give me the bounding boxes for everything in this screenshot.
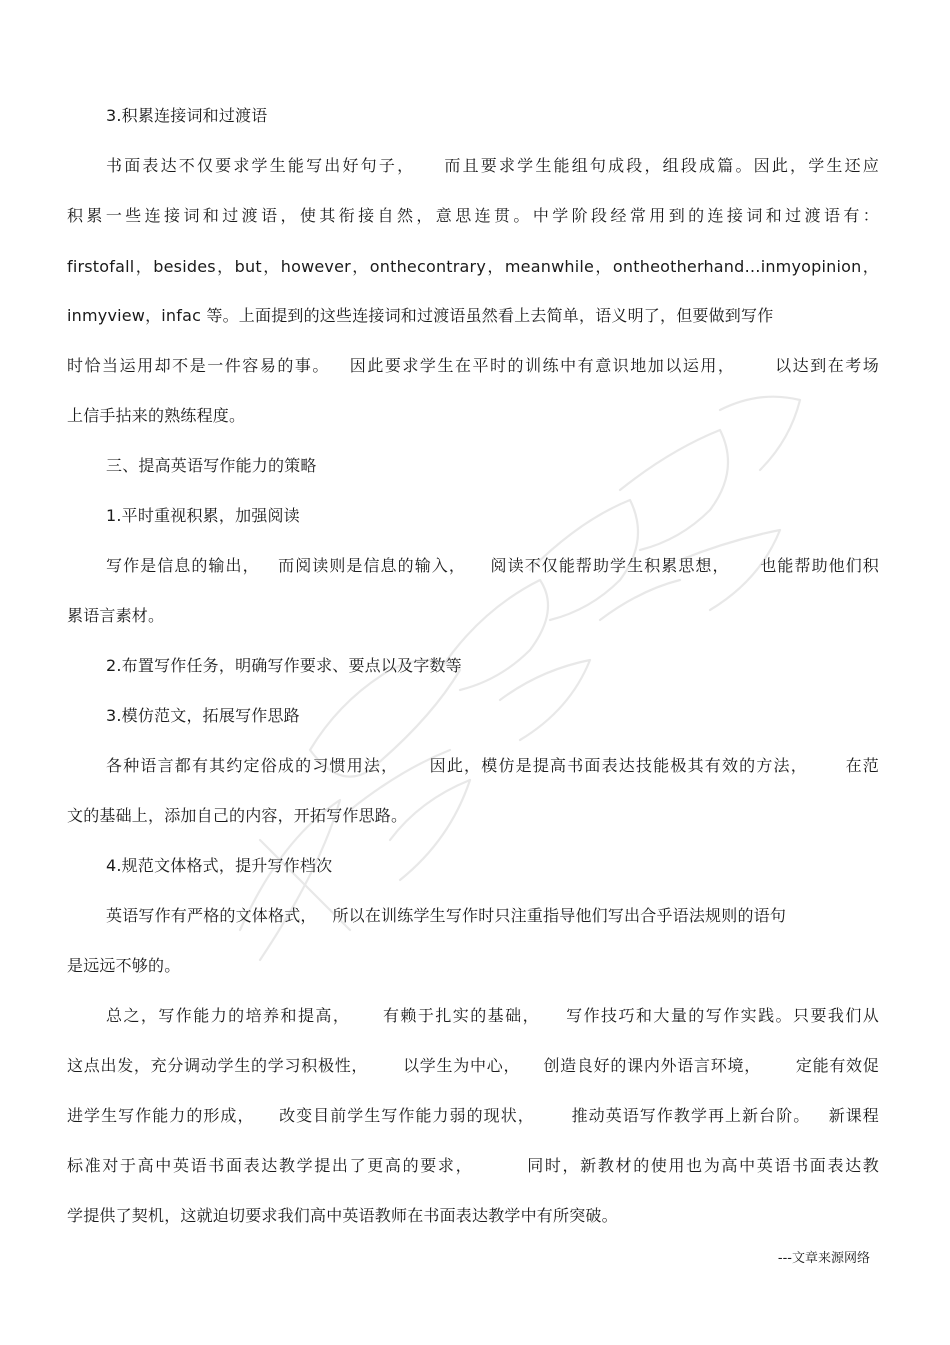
conclusion-line: 学提供了契机，这就迫切要求我们高中英语教师在书面表达教学中有所突破。 [67, 1206, 618, 1225]
paragraph-line: inmyview，infac 等。上面提到的这些连接词和过渡语虽然看上去简单，语义明了，但要做到写作 [67, 306, 774, 325]
paragraph-line: 是远远不够的。 [67, 956, 181, 975]
paragraph-line: 累语言素材。 [67, 606, 165, 625]
subheading-1: 1.平时重视积累，加强阅读 [106, 506, 300, 525]
section-heading-strategies: 三、提高英语写作能力的策略 [106, 456, 317, 475]
conclusion-line: 总之，写作能力的培养和提高， 有赖于扎实的基础， 写作技巧和大量的写作实践。只要我们从 [106, 1006, 879, 1025]
paragraph-line: 积累一些连接词和过渡语，使其衔接自然，意思连贯。中学阶段经常用到的连接词和过渡语有： [67, 206, 879, 225]
source-note: ---文章来源网络 [777, 1251, 870, 1266]
paragraph-line: firstofall，besides，but，however，onthecontrary，meanwhile，ontheotherhand…inmyopinion， [67, 257, 879, 276]
subheading-4: 4.规范文体格式，提升写作档次 [106, 856, 333, 875]
paragraph-line: 书面表达不仅要求学生能写出好句子， 而且要求学生能组句成段，组段成篇。因此，学生还应 [106, 156, 879, 175]
heading-3-connectives: 3.积累连接词和过渡语 [106, 106, 268, 125]
conclusion-line: 标准对于高中英语书面表达教学提出了更高的要求， 同时，新教材的使用也为高中英语书面表达教 [67, 1156, 879, 1175]
conclusion-line: 这点出发，充分调动学生的学习积极性， 以学生为中心， 创造良好的课内外语言环境， 定能有效促 [67, 1056, 879, 1075]
paragraph-line: 时恰当运用却不是一件容易的事。 因此要求学生在平时的训练中有意识地加以运用， 以达到在考场 [67, 356, 879, 375]
paragraph-line: 写作是信息的输出， 而阅读则是信息的输入， 阅读不仅能帮助学生积累思想， 也能帮助他们积 [106, 556, 879, 575]
paragraph-line: 文的基础上，添加自己的内容，开拓写作思路。 [67, 806, 408, 825]
subheading-2: 2.布置写作任务，明确写作要求、要点以及字数等 [106, 656, 462, 675]
paragraph-line: 英语写作有严格的文体格式， 所以在训练学生写作时只注重指导他们写出合乎语法规则的语句 [106, 906, 787, 925]
paragraph-line: 上信手拈来的熟练程度。 [67, 406, 246, 425]
conclusion-line: 进学生写作能力的形成， 改变目前学生写作能力弱的现状， 推动英语写作教学再上新台阶。 新课程 [67, 1106, 879, 1125]
paragraph-line: 各种语言都有其约定俗成的习惯用法， 因此，模仿是提高书面表达技能极其有效的方法， 在范 [106, 756, 879, 775]
subheading-3: 3.模仿范文，拓展写作思路 [106, 706, 300, 725]
